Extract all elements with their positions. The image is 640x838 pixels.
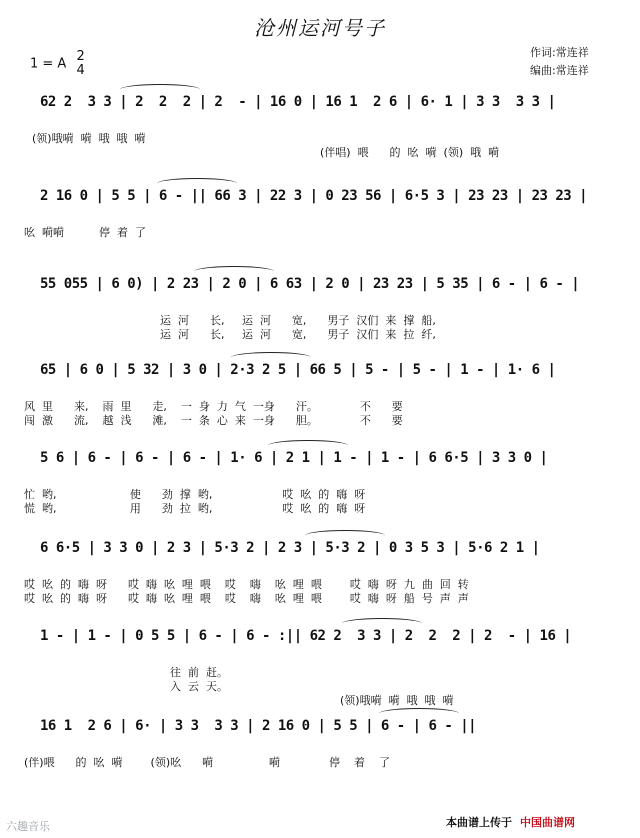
lyric-line: 慌 哟, 用 劲 拉 哟, 哎 吆 的 嗨 呀 (24, 502, 366, 515)
lyric-line: 风 里 来, 雨 里 走, 一 身 力 气 一身 汗。 不 要 (24, 400, 403, 413)
composer: 编曲:常连祥 (530, 64, 589, 77)
footer (446, 814, 575, 830)
lyric-line: 闯 激 流, 越 浅 滩, 一 条 心 来 一身 胆。 不 要 (24, 414, 403, 427)
slur-mark (120, 84, 200, 95)
lyric-line: 哎 吆 的 嗨 呀 哎 嗨 吆 哩 喂 哎 嗨 吆 哩 喂 哎 嗨 呀 九 曲 回 转 (24, 578, 469, 591)
notation-line: 2 16 0 | 5 5 | 6 - || 66 3 | 22 3 | 0 23 56 | 6·5 3 | 23 23 | 23 23 | (40, 188, 588, 204)
notation-line: 1 - | 1 - | 0 5 5 | 6 - | 6 - :|| 62 2 3 3 | 2 2 2 | 2 - | 16 | (40, 628, 572, 644)
slur-mark (231, 352, 311, 363)
notation-line: 55 055 | 6 0) | 2 23 | 2 0 | 6 63 | 2 0 | 23 23 | 5 35 | 6 - | 6 - | (40, 276, 580, 292)
key-signature (30, 50, 85, 78)
lyricist: 作词:常连祥 (530, 46, 589, 59)
slur-mark (305, 530, 385, 541)
notation-line: 5 6 | 6 - | 6 - | 6 - | 1· 6 | 2 1 | 1 - | 1 - | 6 6·5 | 3 3 0 | (40, 450, 548, 466)
credits (530, 44, 589, 80)
slur-mark (194, 266, 274, 277)
slur-mark (379, 708, 459, 719)
lyric-line: 运 河 长, 运 河 宽, 男子 汉们 来 拉 纤, (160, 328, 436, 341)
lyric-line: 往 前 赶。 (170, 666, 228, 679)
notation-line: 6 6·5 | 3 3 0 | 2 3 | 5·3 2 | 2 3 | 5·3 2 | 0 3 5 3 | 5·6 2 1 | (40, 540, 540, 556)
slur-mark (157, 178, 237, 189)
time-bottom: 4 (76, 63, 85, 78)
lyric-line: (伴)喂 的 吆 嗬 (领)吆 嗬 嗬 停 着 了 (24, 756, 390, 769)
footer-site: 中国曲谱网 (520, 816, 575, 829)
lyric-line: 入 云 天。 (170, 680, 228, 693)
lyric-line: 忙 哟, 使 劲 撑 哟, 哎 吆 的 嗨 呀 (24, 488, 366, 501)
lyric-line: 吆 嗬嗬 停 着 了 (24, 226, 146, 239)
time-top: 2 (76, 49, 85, 64)
footer-label: 本曲谱上传于 (446, 816, 512, 829)
lyric-line: 哎 吆 的 嗨 呀 哎 嗨 吆 哩 喂 哎 嗨 吆 哩 喂 哎 嗨 呀 船 号 声 声 (24, 592, 469, 605)
notation-line: 62 2 3 3 | 2 2 2 | 2 - | 16 0 | 16 1 2 6 | 6· 1 | 3 3 3 3 | (40, 94, 556, 110)
time-signature (76, 50, 84, 78)
key-label: 1 = A (30, 56, 67, 72)
notation-line: 16 1 2 6 | 6· | 3 3 3 3 | 2 16 0 | 5 5 | 6 - | 6 - || (40, 718, 477, 734)
lyric-line: (领)哦嗬 嗬 哦 哦 嗬 (340, 694, 454, 707)
lyric-line: (领)哦嗬 嗬 哦 哦 嗬 (32, 132, 146, 145)
watermark: 六趣音乐 (6, 820, 50, 833)
slur-mark (342, 618, 422, 629)
song-title: 沧州运河号子 (254, 16, 386, 40)
slur-mark (268, 440, 348, 451)
lyric-line: (伴唱) 喂 的 吆 嗬 (领) 哦 嗬 (320, 146, 500, 159)
lyric-line: 运 河 长, 运 河 宽, 男子 汉们 来 撑 船, (160, 314, 436, 327)
notation-line: 65 | 6 0 | 5 32 | 3 0 | 2·3 2 5 | 66 5 | 5 - | 5 - | 1 - | 1· 6 | (40, 362, 556, 378)
